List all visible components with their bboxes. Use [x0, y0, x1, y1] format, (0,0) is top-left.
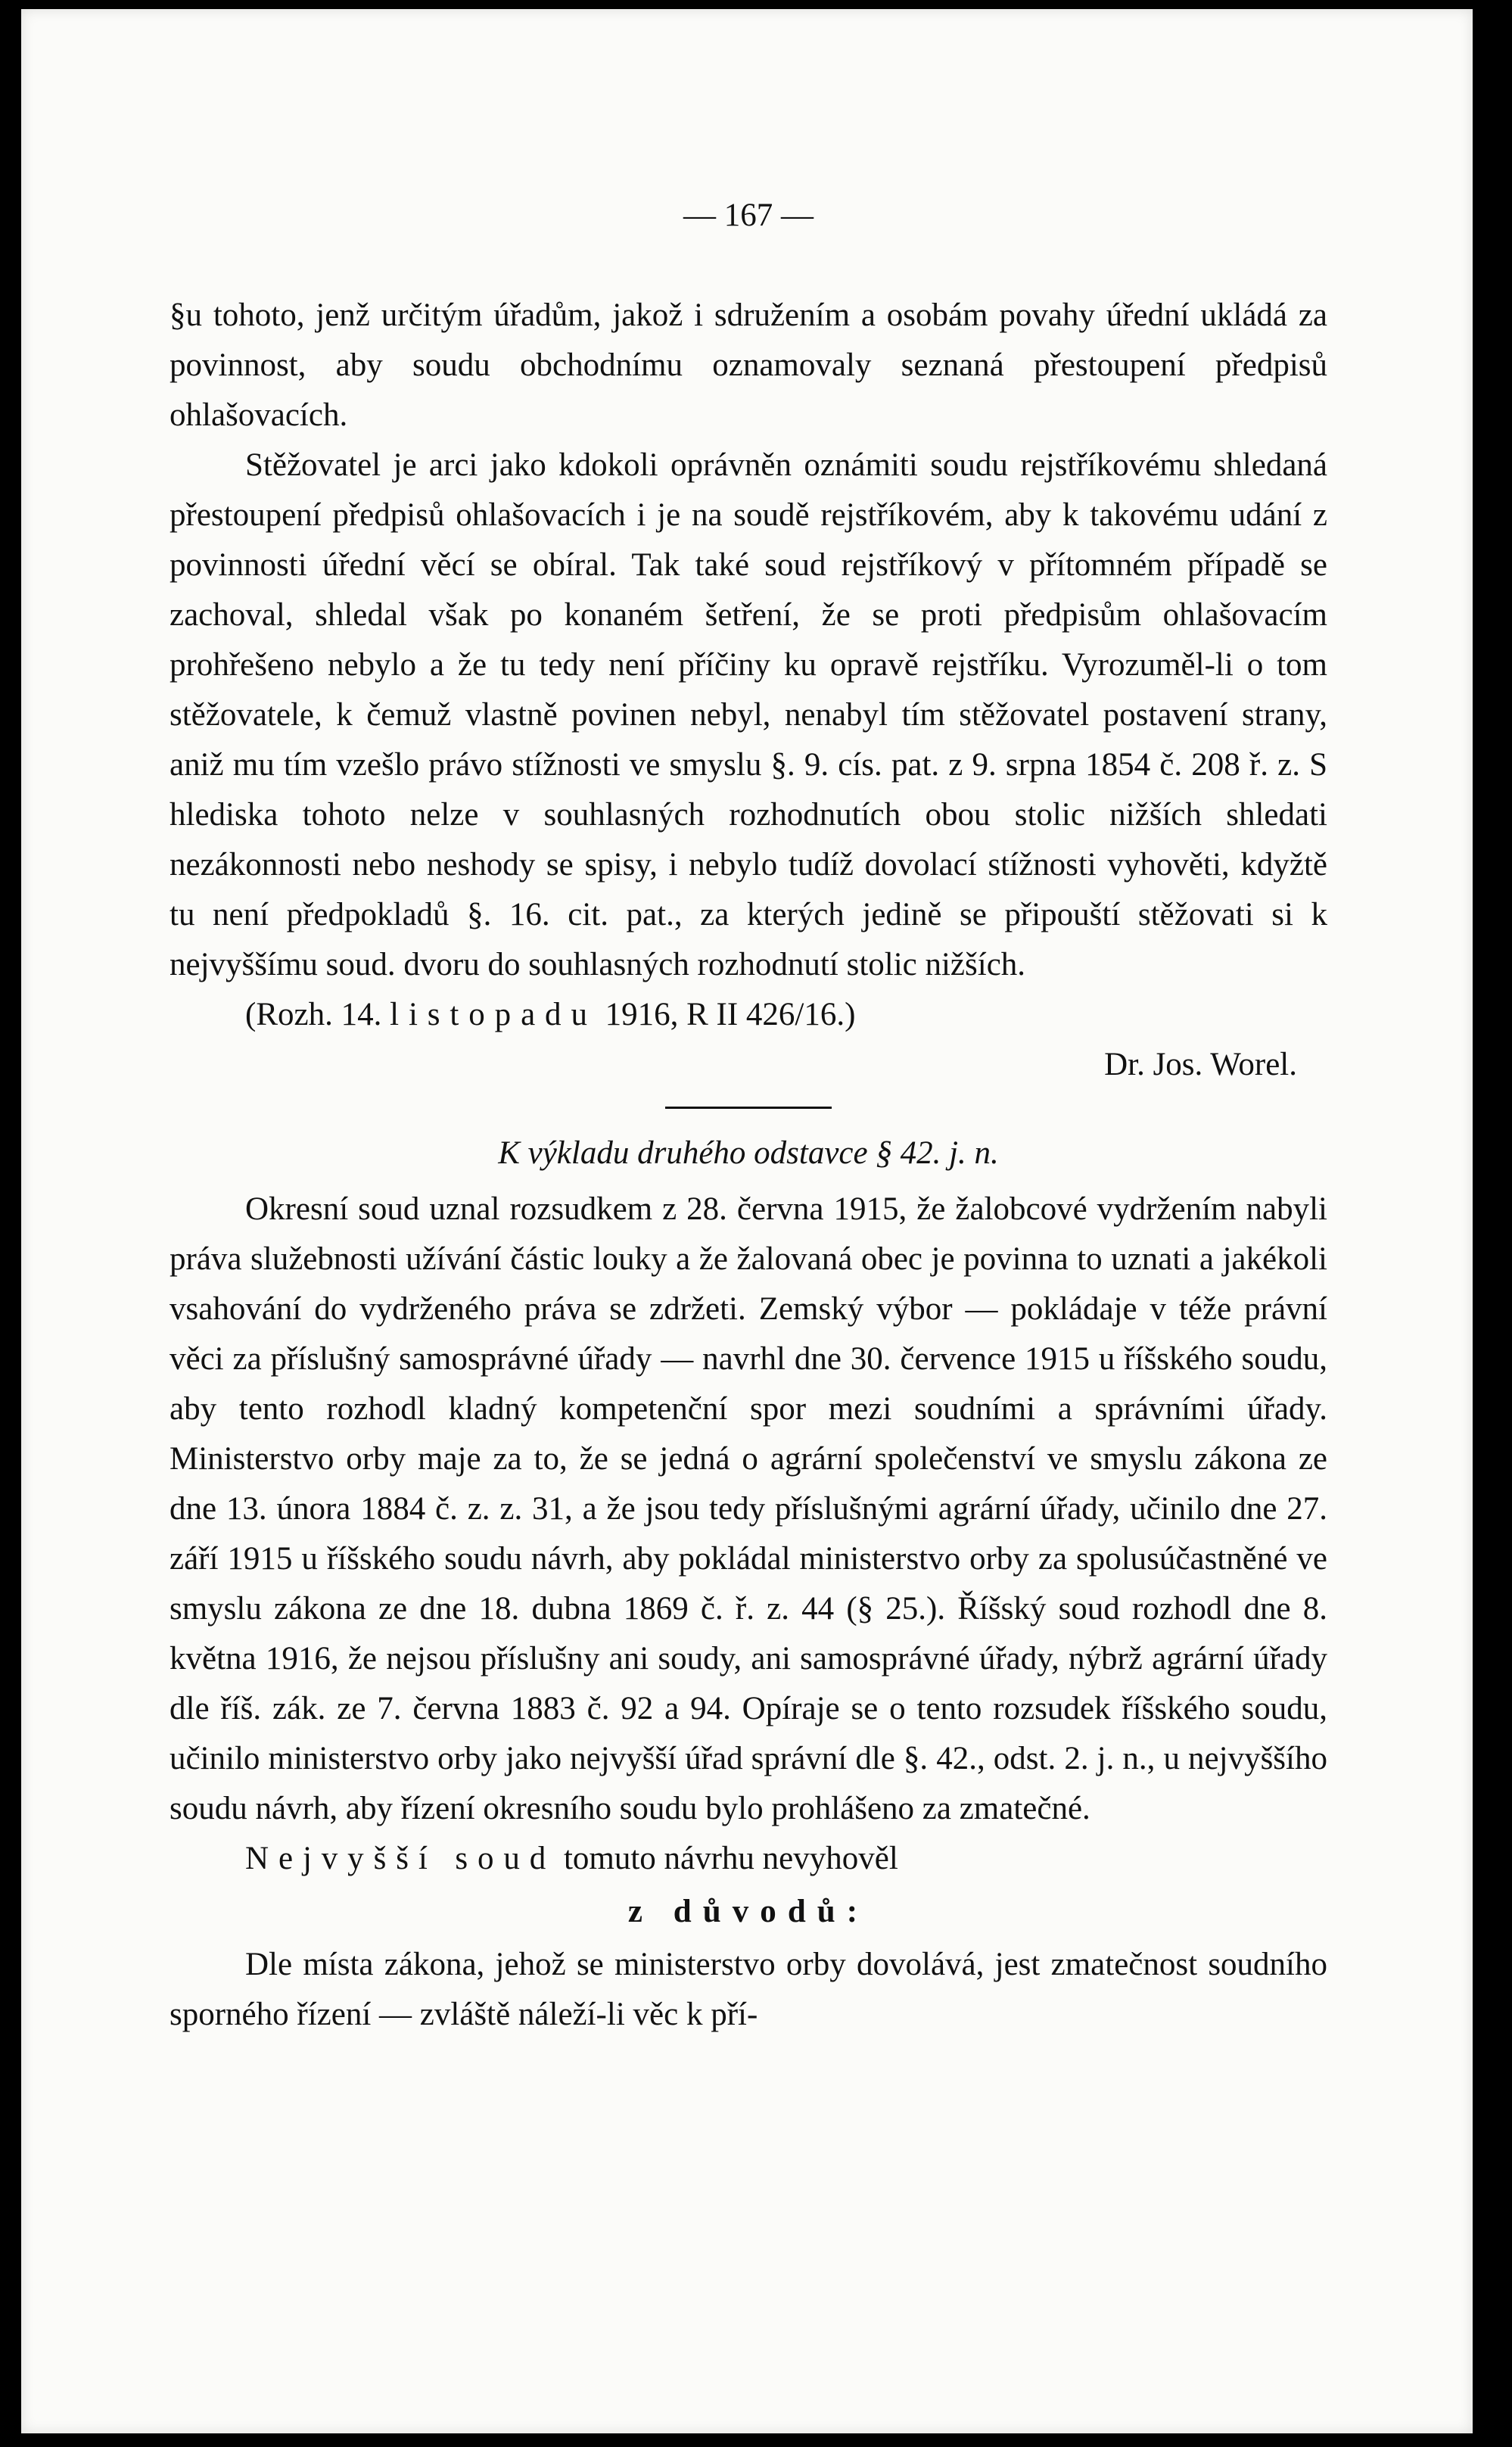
paragraph-continuation: §u tohoto, jenž určitým úřadům, jakož i sdružením a osobám povahy úřední ukládá za povinnost, aby soudu obchodnímu oznamovaly seznaná přestoupení předpisů ohlašovacích.	[170, 297, 1327, 433]
page-text	[170, 191, 1327, 2040]
author-signature: Dr. Jos. Worel.	[1104, 1047, 1297, 1082]
decision-citation	[170, 990, 1327, 1040]
court-name: Nejvyšší soud	[245, 1841, 556, 1876]
section-heading: K výkladu druhého odstavce § 42. j. n.	[498, 1135, 999, 1171]
citation-prefix: (Rozh. 14.	[245, 997, 390, 1032]
citation-suffix: 1916, R II 426/16.)	[596, 997, 856, 1032]
citation-month: listopadu	[390, 997, 597, 1032]
reasons-heading: z důvodů:	[627, 1894, 870, 1929]
paragraph-case-facts: Okresní soud uznal rozsudkem z 28. června 1915, že žalobcové vydržením nabyli práva služebnosti užívání částic louky a že žalovaná obec je povinna to uznati a jakékoli vsahování do vydrženého práva se zdržeti. Zemský výbor — pokládaje v téže právní věci za příslušný samosprávné úřady — navrhl dne 30. července 1915 u říšského soudu, aby tento rozhodl kladný kompetenční spor mezi soudními a správními úřady. Ministerstvo orby maje za to, že se jedná o agrární společenství ve smyslu zákona ze dne 13. února 1884 č. z. z. 31, a že jsou tedy příslušnými agrární úřady, učinilo dne 27. září 1915 u říšského soudu návrh, aby pokládal ministerstvo orby za spolusúčastněné ve smyslu zákona ze dne 18. dubna 1869 č. ř. z. 44 (§ 25.). Říšský soud rozhodl dne 8. května 1916, že nejsou příslušny ani soudy, ani samosprávné úřady, nýbrž agrární úřady dle říš. zák. ze 7. června 1883 č. 92 a 94. Opíraje se o tento rozsudek říšského soudu, učinilo ministerstvo orby jako nejvyšší úřad správní dle §. 42., odst. 2. j. n., u nejvyššího soudu návrh, aby řízení okresního soudu bylo prohlášeno za zmatečné.	[170, 1191, 1327, 1826]
section-divider	[665, 1107, 832, 1109]
book-page	[21, 9, 1473, 2433]
paragraph-verdict	[170, 1834, 1327, 1884]
paragraph-reasons: Dle místa zákona, jehož se ministerstvo orby dovolává, jest zmatečnost soudního sporného řízení — zvláště náleží-li věc k pří-	[170, 1947, 1327, 2032]
page-number: — 167 —	[683, 198, 814, 233]
verdict-text: tomuto návrhu nevyhověl	[555, 1841, 898, 1876]
paragraph-complaint: Stěžovatel je arci jako kdokoli oprávněn oznámiti soudu rejstříkovému shledaná přestoupení předpisů ohlašovacích i je na soudě rejstříkovém, aby k takovému udání z povinnosti úřední věcí se obíral. Tak také soud rejstříkový v přítomném případě se zachoval, shledal však po konaném šetření, že se proti předpisům ohlašovacím prohřešeno nebylo a že tu tedy není příčiny ku opravě rejstříku. Vyrozuměl-li o tom stěžovatele, k čemuž vlastně povinen nebyl, nenabyl tím stěžovatel postavení strany, aniž mu tím vzešlo právo stížnosti ve smyslu §. 9. cís. pat. z 9. srpna 1854 č. 208 ř. z. S hlediska tohoto nelze v souhlasných rozhodnutích obou stolic nižších shledati nezákonnosti nebo neshody se spisy, i nebylo tudíž dovolací stížnosti vyhověti, kdyžtě tu není předpokladů §. 16. cit. pat., za kterých jedině se připouští stěžovati si k nejvyššímu soud. dvoru do souhlasných rozhodnutí stolic nižších.	[170, 447, 1327, 982]
